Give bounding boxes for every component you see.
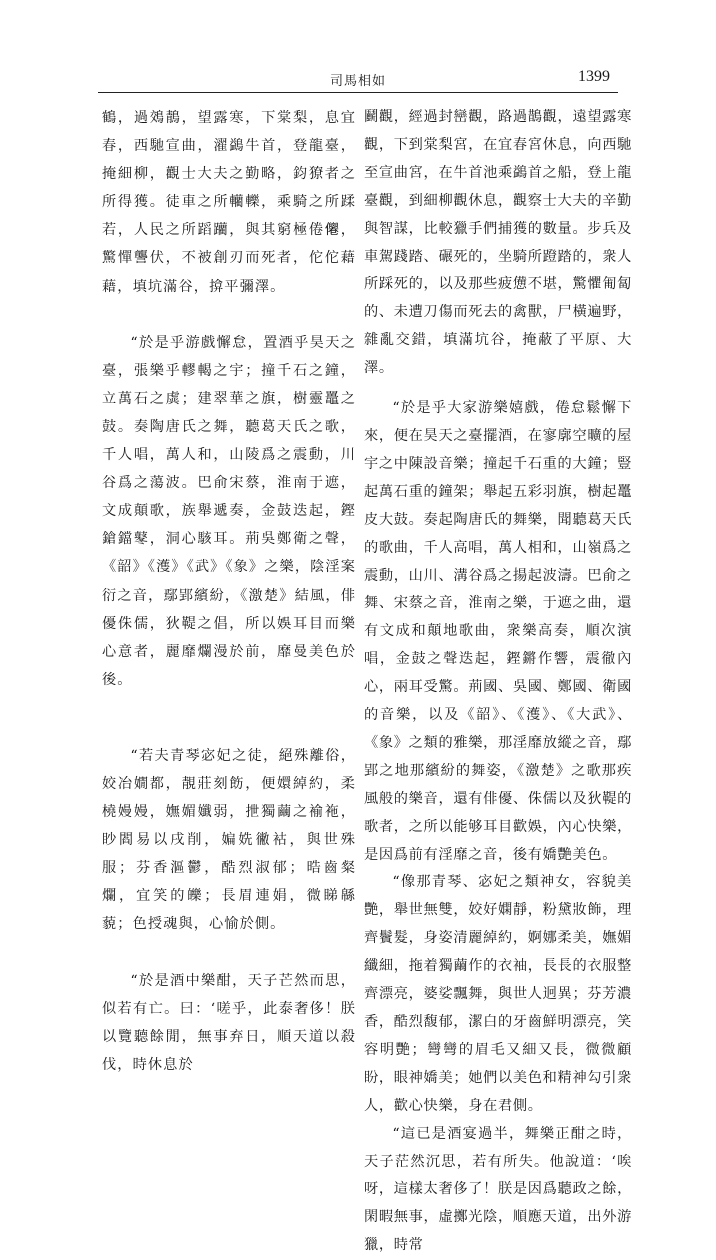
header-rule bbox=[98, 92, 618, 93]
left-paragraph: “於是乎游戲懈怠，置酒乎昊天之臺，張樂乎轇輵之宇；撞千石之鐘，立萬石之虡；建翠華之旗，樹靈鼉之鼓。奏陶唐氏之舞，聽葛天氏之歌，千人唱，萬人和，山陵爲之震動，川谷爲之蕩波。巴俞宋蔡，淮南于遮，文成顛歌，族舉遞奏，金鼓迭起，鏗鎗鐺鼕，洞心駭耳。荊吳鄭衛之聲，《韶》《濩》《武》《象》之樂，陰淫案衍之音，鄢郢繽紛，《激楚》結風，俳優侏儒，狄鞮之倡，所以娛耳目而樂心意者，麗靡爛漫於前，靡曼美色於後。 bbox=[102, 334, 356, 688]
left-paragraph: 鶴，過鵁鶄，望露寒，下棠梨，息宜春，西馳宣曲，濯鷁牛首，登龍臺，掩細柳，觀士大夫之勤略，鈞獠者之所得獲。徒車之所轥轢，乘騎之所蹂若，人民之所蹈躪，與其窮極倦𠑗，驚憚讋伏，不被創刃而死者，佗佗藉藉，填坑滿谷，揜平彌澤。 bbox=[102, 110, 356, 295]
right-column-translation bbox=[364, 104, 632, 1260]
running-title: 司馬相如 bbox=[329, 74, 386, 89]
page-number: 1399 bbox=[578, 68, 610, 85]
left-paragraph: “若夫青琴宓妃之徒，絕殊離俗，姣冶嫺都，靚莊刻飭，便嬛綽約，柔橈嫚嫚，嫵媚孅弱，抴獨繭之褕袘，眇閻易以戌削，媥姺徶𧙖，與世殊服；芬香漚鬱，酷烈淑郁；晧齒粲爛，宜笑的皪；長眉連娟，微睇緜藐；色授魂與，心愉於側。 bbox=[102, 747, 356, 933]
right-paragraph: 鬬觀，經過封巒觀，路過鵲觀，遠望露寒觀，下到棠梨宮，在宜春宮休息，向西馳至宣曲宮，在牛首池乘鷁首之船，登上龍臺觀，到細柳觀休息，觀察士大夫的辛勤與智謀，比較獵手們捕獲的數量。步兵及車駕踐踏、碾死的，坐騎所蹬踏的，衆人所踩死的，以及那些疲憊不堪，驚懼匍匐的、未遭刀傷而死去的禽獸，尸橫遍野，雜亂交錯，填滿坑谷，掩蔽了平原、大澤。 bbox=[364, 109, 632, 377]
left-column-original-text bbox=[102, 104, 356, 1079]
left-paragraph: “於是酒中樂酣，天子芒然而思，似若有亡。曰：‘嗟乎，此泰奢侈！朕以覽聽餘閒，無事弃日，順天道以殺伐，時休息於 bbox=[102, 972, 356, 1073]
running-head bbox=[0, 68, 716, 92]
right-paragraph: “像那青琴、宓妃之類神女，容貌美艷，舉世無雙，姣好嫻靜，粉黛妝飾，理齊鬢髮，身姿清麗綽約，婀娜柔美，嫵媚纖細，拖着獨繭作的衣袖，長長的衣服整齊漂亮，婆娑飄舞，與世人迥異；芬芳濃香，酷烈馥郁，潔白的牙齒鮮明漂亮，笑容明艷；彎彎的眉毛又細又長，微微顧盼，眼神嬌美；她們以美色和精神勾引衆人，歡心快樂，身在君側。 bbox=[364, 874, 632, 1114]
right-paragraph: “這已是酒宴過半，舞樂正酣之時，天子茫然沉思，若有所失。他說道：‘唉呀，這樣太奢侈了！朕是因爲聽政之餘，閑暇無事，虛擲光陰，順應天道，出外游獵，時常 bbox=[364, 1125, 632, 1254]
right-paragraph: “於是乎大家游樂嬉戲，倦怠鬆懈下來，便在昊天之臺擺酒，在寥廓空曠的屋宇之中陳設音樂；撞起千石重的大鐘；豎起萬石重的鐘架；舉起五彩羽旗，樹起鼉皮大鼓。奏起陶唐氏的舞樂，聞聽葛天氏的歌曲，千人高唱，萬人相和，山嶺爲之震動，山川、溝谷爲之揚起波濤。巴俞之舞、宋蔡之音，淮南之樂，于遮之曲，還有文成和顛地歌曲，衆樂高奏，順次演唱，金鼓之聲迭起，鏗鏘作響，震徹內心，兩耳受驚。荊國、吳國、鄭國、衛國的音樂，以及《韶》、《濩》、《大武》、《象》之類的雅樂，那淫靡放縱之音，鄢郢之地那繽紛的舞姿，《激楚》之歌那疾風般的樂音，還有俳優、侏儒以及狄鞮的歌者，之所以能够耳目歡娛，內心快樂，是因爲前有淫靡之音，後有嬌艷美色。 bbox=[364, 400, 632, 863]
